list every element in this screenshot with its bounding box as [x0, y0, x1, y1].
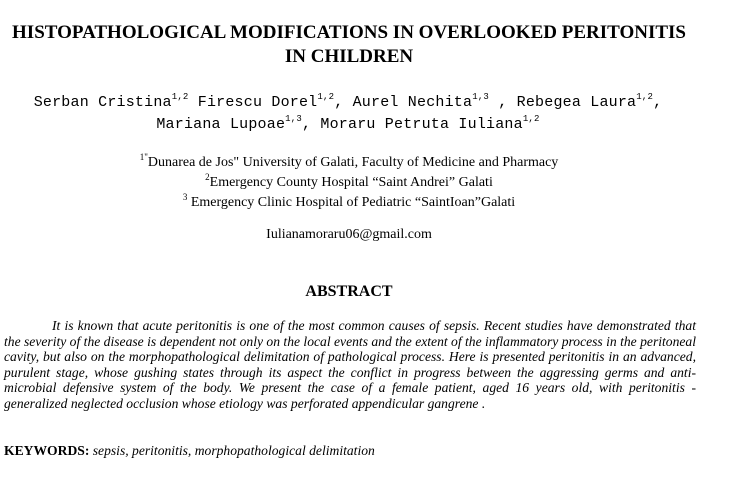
author-separator: [189, 94, 198, 111]
author: [353, 94, 517, 111]
author-separator: ,: [489, 94, 517, 111]
affiliation-text: Dunarea de Jos" University of Galati, Faculty of Medicine and Pharmacy: [147, 155, 559, 170]
author: [517, 94, 663, 111]
author-name: Rebegea Laura: [516, 94, 637, 111]
author: [34, 94, 198, 111]
contact-email: Iulianamoraru06@gmail.com: [266, 227, 432, 242]
author-name: Aurel Nechita: [352, 94, 473, 111]
affiliation-line: [0, 173, 698, 193]
author-name: Serban Cristina: [33, 94, 172, 111]
affiliation-line: [0, 153, 698, 173]
affiliation-line: [0, 193, 698, 213]
keywords-text: sepsis, peritonitis, morphopathological delimitation: [89, 443, 375, 458]
author-affiliation-marker: 1,3: [472, 92, 490, 102]
author: [156, 116, 320, 133]
affiliation-marker: 2: [205, 172, 210, 182]
author-list: [10, 92, 686, 136]
author-affiliation-marker: 1,2: [522, 114, 540, 124]
author-separator: ,: [334, 94, 353, 111]
keywords-line: [4, 442, 696, 460]
abstract-heading: ABSTRACT: [305, 283, 393, 300]
affiliation-text: Emergency County Hospital “Saint Andrei” Galati: [209, 175, 493, 190]
author: [198, 94, 353, 111]
abstract-body: It is known that acute peritonitis is one of the most common causes of sepsis. Recent studies have demonstrated that the severity of the disease is dependent not only on the local events and the extent of the inflammatory process in the peritoneal cavity, but also on the morphopathological delimitation of pathological process. Here is presented peritonitis in an advanced, purulent stage, whose gushing states through its aspect the conflict in progress between the aggressing germs and anti-microbial defensive system of the body. We present the case of a female patient, aged 16 years old, with peritonitis - generalized neglected occlusion whose etiology was perforated appendicular gangrene .: [4, 318, 696, 411]
author-separator: ,: [653, 94, 663, 111]
author-affiliation-marker: 1,3: [285, 114, 302, 124]
author-separator: ,: [301, 116, 321, 133]
author-name: Firescu Dorel: [197, 94, 318, 111]
keywords-label: KEYWORDS:: [4, 443, 90, 458]
paper-title: HISTOPATHOLOGICAL MODIFICATIONS IN OVERLOOKED PERITONITIS IN CHILDREN: [12, 22, 686, 67]
author-affiliation-marker: 1,2: [636, 92, 654, 102]
author-affiliation-marker: 1,2: [171, 92, 189, 102]
affiliation-list: [0, 153, 698, 213]
author-name: Moraru Petruta Iuliana: [320, 116, 523, 133]
affiliation-text: Emergency Clinic Hospital of Pediatric “SaintIoan”Galati: [187, 195, 516, 210]
author-name: Mariana Lupoae: [156, 116, 286, 133]
author-affiliation-marker: 1,2: [317, 92, 335, 102]
affiliation-marker: 3: [182, 192, 188, 202]
affiliation-marker: 1": [139, 152, 148, 162]
author: [320, 116, 539, 133]
